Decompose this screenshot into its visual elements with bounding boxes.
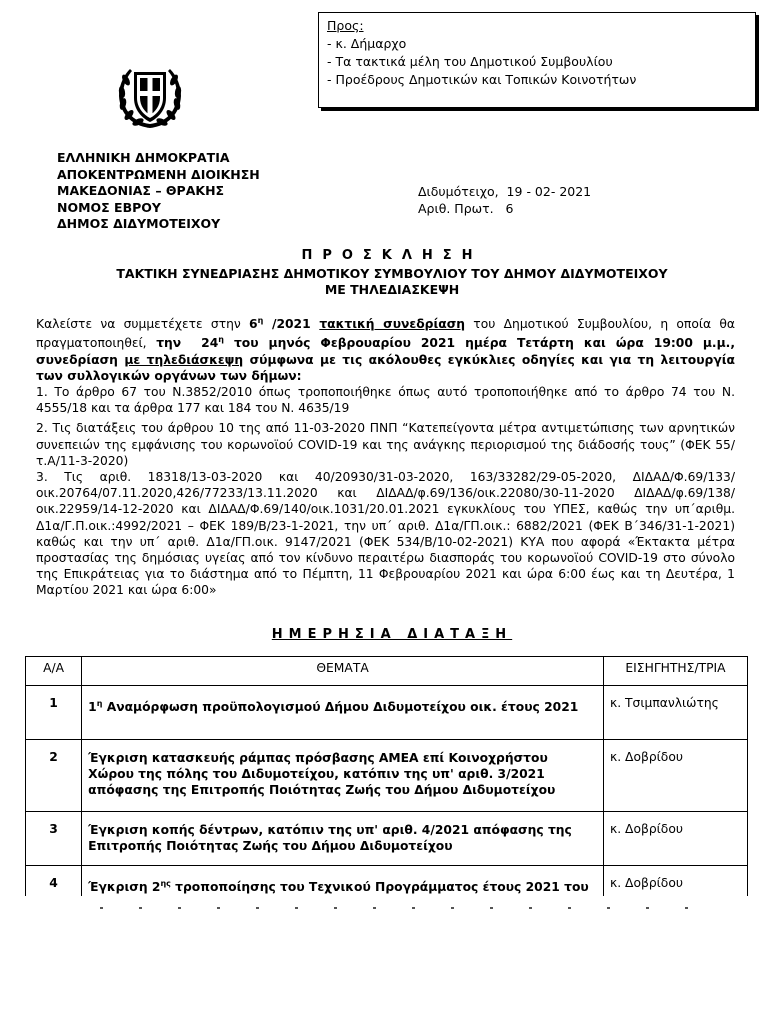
agenda-table <box>25 656 748 915</box>
subtitle-line: ΜΕ ΤΗΛΕΔΙΑΣΚΕΨΗ <box>324 282 460 297</box>
table-row <box>26 686 748 740</box>
legal-basis-item-3: 3. Τις αριθ. 18318/13-03-2020 και 40/20930/31-03-2020, 163/33282/29-05-2020, ΔΙΔΑΔ/Φ.69/133/οικ.20764/07.11.2020,426/77233/13.11.2020 και ΔΙΔΑΔ/φ.69/136/οικ.22080/30-11-2020 ΔΙΔΑΔ/φ.69/138/οικ.22959/14-12-2020 και ΔΙΔΑΔ/Φ.69/140/οικ.1031/20.01.2021 εγκυκλίους του ΥΠΕΣ, καθώς την υπ΄αριθμ. Δ1α/Γ.Π.οικ.:4992/2021 – ΦΕΚ 189/Β/23-1-2021, την υπ΄ αριθ. Δ1α/ΓΠ.οικ.: 6882/2021 (ΦΕΚ Β΄346/31-1-2021) καθώς και την υπ΄ αριθ. Δ1α/ΓΠ.οικ. 9147/2021 (ΦΕΚ 534/Β/10-02-2021) ΚΥΑ που αφορά «Έκτακτα μέτρα προστασίας της δημόσιας υγείας από τον κίνδυνο περαιτέρω διασποράς του κορωνοϊού COVID-19 στο σύνολο της Επικράτειας για το διάστημα από το Πέμπτη, 11 Φεβρουαρίου 2021 και ώρα 6:00 έως και τη Δευτέρα, 1 Μαρτίου 2021 και ώρα 6:00» <box>36 470 735 598</box>
regular-session-label: τακτική συνεδρίαση <box>319 317 466 332</box>
sender-line: ΔΗΜΟΣ ΔΙΔΥΜΟΤΕΙΧΟΥ <box>57 216 221 231</box>
document-title: ΠΡΟΣΚΛΗΣΗ <box>301 248 483 263</box>
recipient-line: - κ. Δήμαρχο <box>327 36 407 51</box>
protocol-line: Αριθ. Πρωτ. 6 <box>418 201 514 216</box>
meeting-date: την 24 <box>156 336 219 351</box>
document-meta <box>418 183 591 217</box>
meeting-date-time: του μηνός Φεβρουαρίου 2021 ημέρα Τετάρτη και ώρα 19:00 μ.μ., συνεδρίαση <box>36 336 735 367</box>
recipients-box <box>318 12 756 108</box>
row-number: 3 <box>26 812 82 866</box>
session-year: /2021 <box>263 317 320 332</box>
subtitle-line: ΤΑΚΤΙΚΗ ΣΥΝΕΔΡΙΑΣΗΣ ΔΗΜΟΤΙΚΟΥ ΣΥΜΒΟΥΛΙΟΥ ΤΟΥ ΔΗΜΟΥ ΔΙΔΥΜΟΤΕΙΧΟΥ <box>116 266 668 281</box>
row-reporter: κ. Δοβρίδου <box>603 866 747 915</box>
topic-text: Αναμόρφωση προϋπολογισμού Δήμου Διδυμοτείχου οικ. έτους 2021 <box>102 700 579 715</box>
teleconference-label: με τηλεδιάσκεψη <box>124 352 244 367</box>
column-header-topics: ΘΕΜΑΤΑ <box>82 657 604 686</box>
row-number: 4 <box>26 866 82 915</box>
recipient-line: - Τα τακτικά μέλη του Δημοτικού Συμβουλίου <box>327 54 613 69</box>
row-number: 1 <box>26 686 82 740</box>
text-span: του Δημοτικού Συμβουλίου, η οποία θα πραγματοποιηθεί, <box>36 317 735 351</box>
scan-artifact-dashes <box>100 906 700 910</box>
topic-text: τροποποίησης του Τεχνικού Προγράμματος έτους 2021 του <box>175 880 589 895</box>
text-span: σύμφωνα με τις ακόλουθες εγκύκλιες οδηγίες και για τη λειτουργία των συλλογικών οργάνων των δήμων: <box>36 352 735 383</box>
greek-coat-of-arms-emblem <box>114 58 186 132</box>
row-topic: Έγκριση κοπής δέντρων, κατόπιν της υπ' αριθ. 4/2021 απόφασης της Επιτροπής Ποιότητας Ζωής του Δήμου Διδυμοτείχου <box>82 812 604 866</box>
row-topic: Έγκριση κατασκευής ράμπας πρόσβασης ΑΜΕΑ επί Κοινοχρήστου Χώρου της πόλης του Διδυμοτείχου, κατόπιν της υπ' αριθ. 3/2021 απόφασης της Επιτροπής Ποιότητας Ζωής του Δήμου Διδυμοτείχου <box>82 740 604 812</box>
row-reporter: κ. Δοβρίδου <box>603 812 747 866</box>
sender-line: ΝΟΜΟΣ ΕΒΡΟΥ <box>57 199 161 215</box>
date-superscript: η <box>218 335 224 345</box>
table-row <box>26 812 748 866</box>
column-header-reporter: ΕΙΣΗΓΗΤΗΣ/ΤΡΙΑ <box>603 657 747 686</box>
date-line: Διδυμότειχο, 19 - 02- 2021 <box>418 184 592 199</box>
table-header-row <box>26 657 748 686</box>
invitation-body <box>36 313 735 599</box>
row-number: 2 <box>26 740 82 812</box>
topic-superscript: η <box>96 699 103 708</box>
recipients-heading: Προς: <box>327 18 364 33</box>
agenda-title: ΗΜΕΡΗΣΙΑ ΔΙΑΤΑΞΗ <box>271 627 513 642</box>
sender-line: ΑΠΟΚΕΝΤΡΩΜΕΝΗ ΔΙΟΙΚΗΣΗ <box>57 166 260 182</box>
session-superscript: η <box>257 316 264 325</box>
legal-basis-item-1: 1. Το άρθρο 67 του Ν.3852/2010 όπως τροποποιήθηκε όπως αυτό τροποποιήθηκε από το άρθρο 74 του Ν. 4555/18 και τα άρθρα 177 και 184 του Ν. 4635/19 <box>36 385 735 416</box>
page-cutoff-area <box>0 896 784 1024</box>
session-number: 6 <box>249 317 258 332</box>
row-topic <box>82 686 604 740</box>
column-header-aa: Α/Α <box>26 657 82 686</box>
sender-line: ΜΑΚΕΔΟΝΙΑΣ – ΘΡΑΚΗΣ <box>57 183 225 198</box>
document-subtitle <box>0 266 784 298</box>
invitation-paragraph <box>36 313 735 384</box>
row-reporter: κ. Τσιμπανλιώτης <box>603 686 747 740</box>
topic-superscript: ης <box>160 879 171 888</box>
row-reporter: κ. Δοβρίδου <box>603 740 747 812</box>
topic-text: 1 <box>88 700 97 715</box>
legal-basis-item-2: 2. Τις διατάξεις του άρθρου 10 της από 11-03-2020 ΠΝΠ “Κατεπείγοντα μέτρα αντιμετώπισης των αρνητικών συνεπειών της εμφάνισης του κορωνοϊού COVID-19 και της ανάγκης περιορισμού της διάδοσής τους” (ΦΕΚ 55/τ.Α/11-3-2020) <box>36 421 735 468</box>
recipient-line: - Προέδρους Δημοτικών και Τοπικών Κοινοτήτων <box>327 72 637 87</box>
topic-text: Έγκριση 2 <box>88 880 161 895</box>
sender-line: ΕΛΛΗΝΙΚΗ ΔΗΜΟΚΡΑΤΙΑ <box>57 150 230 165</box>
text-span: Καλείστε να συμμετέχετε στην <box>36 317 250 332</box>
sender-block <box>57 150 260 233</box>
table-row <box>26 740 748 812</box>
